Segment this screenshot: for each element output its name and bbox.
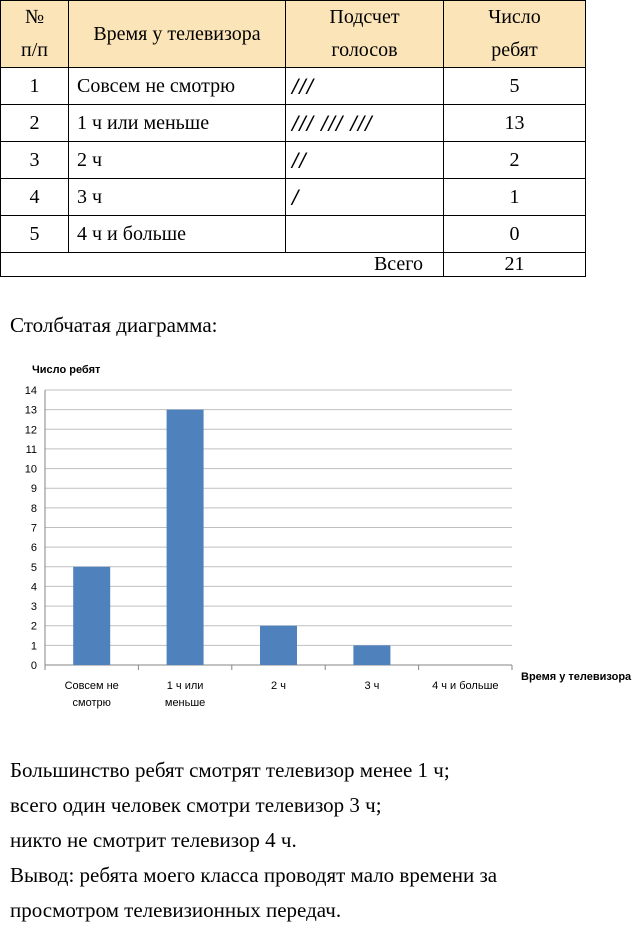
- bar: [260, 626, 297, 665]
- row-tally: [286, 216, 444, 253]
- conclusion-text: [10, 753, 497, 928]
- conclusion-line: Вывод: ребята моего класса проводят мало времени за: [10, 863, 498, 887]
- row-tally: ///: [286, 68, 444, 105]
- y-tick-label: 2: [30, 620, 37, 633]
- bar: [167, 410, 204, 665]
- row-tally: /: [286, 179, 444, 216]
- section-title: Столбчатая диаграмма:: [10, 313, 218, 337]
- row-number: 1: [1, 68, 69, 105]
- row-count: 2: [444, 142, 586, 179]
- y-tick-label: 11: [25, 443, 37, 456]
- y-tick-label: 1: [30, 640, 37, 653]
- row-count: 13: [444, 105, 586, 142]
- survey-table: [0, 0, 586, 277]
- row-count: 5: [444, 68, 586, 105]
- x-axis-label: Время у телевизора: [521, 671, 632, 683]
- row-count: 1: [444, 179, 586, 216]
- y-tick-label: 12: [24, 424, 37, 437]
- conclusion-line: просмотром телевизионных передач.: [10, 898, 342, 922]
- header-time: Время у телевизора: [69, 1, 286, 68]
- x-tick-label: 2 ч: [271, 680, 286, 692]
- y-tick-label: 9: [30, 483, 37, 496]
- header-count: Число ребят: [444, 1, 586, 68]
- bar: [73, 567, 110, 665]
- row-tally: /// /// ///: [286, 105, 444, 142]
- row-count: 0: [444, 216, 586, 253]
- y-tick-label: 3: [30, 601, 37, 614]
- row-time: 4 ч и больше: [69, 216, 286, 253]
- y-tick-label: 14: [24, 385, 37, 397]
- y-tick-label: 8: [30, 502, 37, 515]
- x-tick-label: 3 ч: [364, 680, 380, 692]
- y-tick-label: 6: [30, 542, 37, 555]
- x-tick-label: 4 ч и больше: [432, 680, 499, 692]
- table-row: [1, 142, 586, 179]
- table-row: [1, 105, 586, 142]
- x-tick-label: 1 ч или меньше: [164, 680, 206, 709]
- conclusion-line: Большинство ребят смотрят телевизор менее 1 ч;: [10, 758, 450, 782]
- row-tally: //: [286, 142, 444, 179]
- table-row: [1, 216, 586, 253]
- y-tick-label: 7: [30, 522, 37, 535]
- table-body: [1, 68, 586, 253]
- table-row: [1, 68, 586, 105]
- bar: [353, 645, 390, 665]
- bar-chart: [0, 350, 643, 720]
- total-value: 21: [444, 253, 586, 277]
- row-number: 3: [1, 142, 69, 179]
- row-number: 5: [1, 216, 69, 253]
- table-total-row: [1, 253, 586, 277]
- row-number: 4: [1, 179, 69, 216]
- y-tick-label: 4: [30, 581, 37, 594]
- conclusion-line: всего один человек смотри телевизор 3 ч;: [10, 793, 382, 817]
- table-row: [1, 179, 586, 216]
- total-label: Всего: [1, 253, 444, 277]
- conclusion-line: никто не смотрит телевизор 4 ч.: [10, 828, 297, 852]
- y-tick-label: 10: [24, 463, 37, 476]
- y-axis-label: Число ребят: [32, 364, 101, 376]
- header-tally: Подсчет голосов: [286, 1, 444, 68]
- x-tick-label: Совсем не смотрю: [64, 680, 119, 709]
- header-number: № п/п: [1, 1, 69, 68]
- y-tick-label: 0: [30, 660, 37, 672]
- y-tick-label: 13: [24, 404, 37, 417]
- table-header-row: [1, 1, 586, 68]
- row-time: 1 ч или меньше: [69, 105, 286, 142]
- row-time: 2 ч: [69, 142, 286, 179]
- row-time: 3 ч: [69, 179, 286, 216]
- row-number: 2: [1, 105, 69, 142]
- row-time: Совсем не смотрю: [69, 68, 286, 105]
- y-tick-label: 5: [30, 561, 37, 574]
